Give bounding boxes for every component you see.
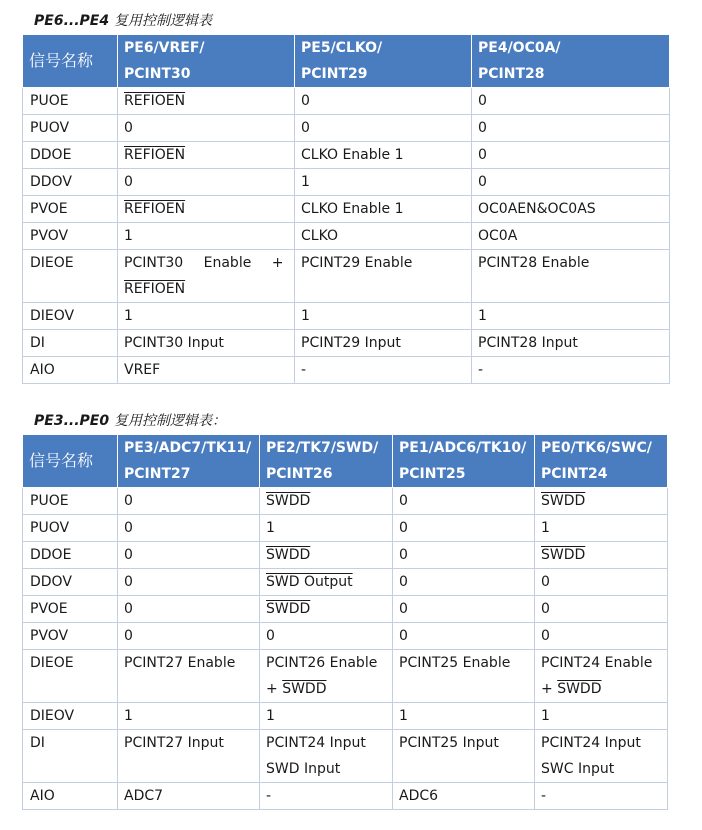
cell: PCINT24 Input SWC Input	[535, 730, 668, 783]
table-row	[23, 596, 668, 623]
header-pe6: PE6/VREF/ PCINT30	[118, 35, 295, 88]
table2-caption	[34, 410, 226, 430]
header-signal-name: 信号名称	[23, 35, 118, 88]
cell: PCINT29 Input	[295, 330, 472, 357]
cell: SWDD	[535, 488, 668, 515]
table-row	[23, 650, 668, 703]
cell: -	[472, 357, 670, 384]
cell: PCINT25 Input	[393, 730, 535, 783]
header-pe0: PE0/TK6/SWC/ PCINT24	[535, 435, 668, 488]
cell: SWDD	[260, 542, 393, 569]
cell: 1	[393, 703, 535, 730]
row-label: DIEOE	[23, 650, 118, 703]
cell: 1	[295, 303, 472, 330]
cell: REFIOEN	[118, 142, 295, 169]
cell: ADC6	[393, 783, 535, 810]
cell: 0	[260, 623, 393, 650]
cell: 0	[393, 542, 535, 569]
cell: ADC7	[118, 783, 260, 810]
row-label: PVOE	[23, 596, 118, 623]
table-row	[23, 303, 670, 330]
cell: 1	[260, 703, 393, 730]
cell: 0	[118, 488, 260, 515]
cell: CLKO	[295, 223, 472, 250]
table-row	[23, 142, 670, 169]
cell: PCINT29 Enable	[295, 250, 472, 303]
cell: 1	[118, 303, 295, 330]
row-label: PUOV	[23, 515, 118, 542]
cell: PCINT27 Enable	[118, 650, 260, 703]
cell: SWDD	[260, 596, 393, 623]
cell: 0	[472, 169, 670, 196]
cell: 0	[535, 596, 668, 623]
header-pe2: PE2/TK7/SWD/ PCINT26	[260, 435, 393, 488]
cell: 0	[393, 488, 535, 515]
cell: PCINT27 Input	[118, 730, 260, 783]
cell: 0	[535, 623, 668, 650]
cell: 0	[295, 88, 472, 115]
cell: 1	[118, 223, 295, 250]
cell: 0	[118, 542, 260, 569]
row-label: DDOE	[23, 142, 118, 169]
cell: PCINT26 Enable + SWDD	[260, 650, 393, 703]
header-pe3: PE3/ADC7/TK11/ PCINT27	[118, 435, 260, 488]
cell: CLKO Enable 1	[295, 142, 472, 169]
table-row	[23, 542, 668, 569]
cell: 0	[118, 115, 295, 142]
table-pe3-pe0	[22, 434, 668, 810]
row-label: PUOE	[23, 488, 118, 515]
table-row	[23, 169, 670, 196]
cell: 0	[118, 596, 260, 623]
row-label: PVOV	[23, 623, 118, 650]
cell: -	[535, 783, 668, 810]
table2-caption-code: PE3...PE0	[34, 413, 110, 429]
cell: 0	[393, 596, 535, 623]
header-pe1: PE1/ADC6/TK10/ PCINT25	[393, 435, 535, 488]
header-pe5: PE5/CLKO/ PCINT29	[295, 35, 472, 88]
cell: 0	[118, 169, 295, 196]
row-label: PUOV	[23, 115, 118, 142]
table-row	[23, 623, 668, 650]
cell: 1	[295, 169, 472, 196]
cell: 0	[118, 623, 260, 650]
cell: 1	[472, 303, 670, 330]
table-header-row	[23, 435, 668, 488]
cell: SWD Output	[260, 569, 393, 596]
table-row	[23, 569, 668, 596]
cell: 0	[472, 115, 670, 142]
row-label: PVOE	[23, 196, 118, 223]
row-label: DDOV	[23, 169, 118, 196]
row-label: DIEOV	[23, 703, 118, 730]
table-row	[23, 783, 668, 810]
cell: 0	[393, 623, 535, 650]
cell: -	[295, 357, 472, 384]
cell: 1	[260, 515, 393, 542]
cell: PCINT30 Input	[118, 330, 295, 357]
cell: 0	[472, 142, 670, 169]
table1-caption	[34, 10, 212, 30]
table-row	[23, 250, 670, 303]
row-label: DI	[23, 330, 118, 357]
cell: PCINT30 Enable + REFIOEN	[118, 250, 295, 303]
cell: CLKO Enable 1	[295, 196, 472, 223]
cell: 1	[535, 703, 668, 730]
cell: PCINT24 Enable + SWDD	[535, 650, 668, 703]
row-label: PVOV	[23, 223, 118, 250]
table-row	[23, 88, 670, 115]
header-signal-name: 信号名称	[23, 435, 118, 488]
row-label: DI	[23, 730, 118, 783]
cell: 0	[295, 115, 472, 142]
header-pe4: PE4/OC0A/ PCINT28	[472, 35, 670, 88]
cell: REFIOEN	[118, 196, 295, 223]
table-row	[23, 115, 670, 142]
table-pe6-pe4	[22, 34, 670, 384]
table-row	[23, 703, 668, 730]
cell: 0	[118, 569, 260, 596]
cell: VREF	[118, 357, 295, 384]
row-label: PUOE	[23, 88, 118, 115]
table2-caption-title: 复用控制逻辑表：	[113, 413, 226, 429]
cell: SWDD	[260, 488, 393, 515]
row-label: DIEOV	[23, 303, 118, 330]
cell: 1	[118, 703, 260, 730]
cell: PCINT28 Input	[472, 330, 670, 357]
row-label: AIO	[23, 783, 118, 810]
cell: REFIOEN	[118, 88, 295, 115]
table-header-row	[23, 35, 670, 88]
cell: SWDD	[535, 542, 668, 569]
cell: -	[260, 783, 393, 810]
table-row	[23, 196, 670, 223]
table-row	[23, 357, 670, 384]
table-row	[23, 730, 668, 783]
cell: 1	[535, 515, 668, 542]
cell: OC0A	[472, 223, 670, 250]
cell: 0	[393, 569, 535, 596]
cell: OC0AEN&OC0AS	[472, 196, 670, 223]
cell: 0	[472, 88, 670, 115]
cell: PCINT28 Enable	[472, 250, 670, 303]
table1-caption-code: PE6...PE4	[34, 13, 110, 29]
table1-caption-title: 复用控制逻辑表	[113, 13, 212, 29]
cell: 0	[535, 569, 668, 596]
cell: 0	[393, 515, 535, 542]
cell: PCINT25 Enable	[393, 650, 535, 703]
table-row	[23, 488, 668, 515]
row-label: DDOE	[23, 542, 118, 569]
cell: 0	[118, 515, 260, 542]
table-row	[23, 223, 670, 250]
table-row	[23, 330, 670, 357]
row-label: DDOV	[23, 569, 118, 596]
row-label: DIEOE	[23, 250, 118, 303]
table-row	[23, 515, 668, 542]
row-label: AIO	[23, 357, 118, 384]
cell: PCINT24 Input SWD Input	[260, 730, 393, 783]
